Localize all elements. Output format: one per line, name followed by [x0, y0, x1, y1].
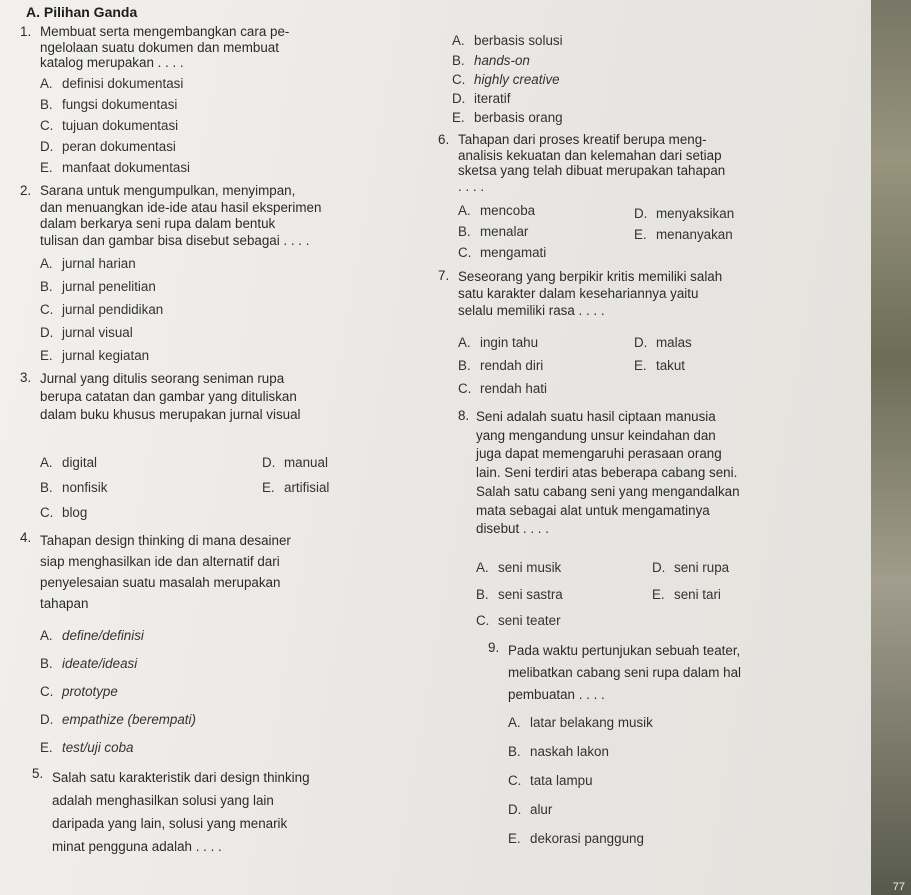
question-number: 9.: [488, 640, 500, 655]
option-4d[interactable]: D. empathize (berempati): [40, 712, 196, 727]
option-2b[interactable]: B. jurnal penelitian: [40, 279, 156, 294]
question-6: [438, 132, 790, 194]
option-4c[interactable]: C. prototype: [40, 684, 118, 699]
option-6a[interactable]: A. mencoba: [458, 203, 536, 218]
option-7a[interactable]: A. ingin tahu: [458, 335, 539, 350]
question-number: 6.: [438, 132, 450, 147]
question-5: [32, 766, 444, 858]
question-8: [458, 408, 794, 539]
question-stem: Tahapan design thinking di mana desainer siap menghasilkan ide dan alternatif dari penyelesaian suatu masalah merupakan tahapan: [40, 533, 291, 611]
question-stem: Membuat serta mengembangkan cara pe- ngelolaan suatu dokumen dan membuat katalog merupakan . . . .: [40, 24, 290, 71]
option-4b[interactable]: B. ideate/ideasi: [40, 656, 138, 671]
question-stem: Seni adalah suatu hasil ciptaan manusia yang mengandung unsur keindahan dan juga dapat memengaruhi perasaan orang lain. Seni terdiri atas beberapa cabang seni. Salah satu cabang seni yang mengandalkan mata sebagai alat untuk mengamatinya disebut . . . .: [476, 409, 740, 537]
option-2a[interactable]: A. jurnal harian: [40, 256, 136, 271]
option-1d[interactable]: D. peran dokumentasi: [40, 139, 176, 154]
question-3: [20, 370, 424, 424]
section-title: A. Pilihan Ganda: [26, 4, 138, 20]
question-number: 3.: [20, 370, 32, 385]
question-9: [488, 640, 848, 706]
option-7c[interactable]: C. rendah hati: [458, 381, 548, 396]
option-5c[interactable]: C. highly creative: [452, 72, 560, 87]
option-7e[interactable]: E. takut: [634, 358, 686, 373]
option-5d[interactable]: D. iteratif: [452, 91, 511, 106]
option-6c[interactable]: C. mengamati: [458, 245, 547, 260]
option-2c[interactable]: C. jurnal pendidikan: [40, 302, 164, 317]
option-1a[interactable]: A. definisi dokumentasi: [40, 76, 184, 91]
option-3a[interactable]: A. digital: [40, 455, 97, 470]
option-9d[interactable]: D. alur: [508, 802, 553, 817]
question-7: [438, 268, 790, 319]
option-3d[interactable]: D. manual: [262, 455, 328, 470]
option-4e[interactable]: E. test/uji coba: [40, 740, 134, 755]
page-number: 77: [892, 881, 905, 893]
option-7b[interactable]: B. rendah diri: [458, 358, 544, 373]
background-edge: [871, 0, 911, 895]
question-number: 8.: [458, 408, 470, 423]
question-2: [20, 183, 412, 249]
question-number: 2.: [20, 183, 32, 198]
option-6e[interactable]: E. menanyakan: [634, 227, 733, 242]
option-2e[interactable]: E. jurnal kegiatan: [40, 348, 150, 363]
question-stem: Jurnal yang ditulis seorang seniman rupa berupa catatan dan gambar yang dituliskan dalam buku khusus merupakan jurnal visual: [40, 371, 301, 422]
option-5a[interactable]: A. berbasis solusi: [452, 33, 563, 48]
option-2d[interactable]: D. jurnal visual: [40, 325, 133, 340]
option-5e[interactable]: E. berbasis orang: [452, 110, 563, 125]
question-stem: Sarana untuk mengumpulkan, menyimpan, dan menuangkan ide-ide atau hasil eksperimen dalam berkarya seni rupa dalam bentuk tulisan dan gambar bisa disebut sebagai . . . .: [40, 183, 322, 248]
option-6d[interactable]: D. menyaksikan: [634, 206, 735, 221]
question-number: 7.: [438, 268, 450, 283]
option-9a[interactable]: A. latar belakang musik: [508, 715, 653, 730]
question-stem: Pada waktu pertunjukan sebuah teater, melibatkan cabang seni rupa dalam hal pembuatan . . . .: [508, 643, 741, 702]
option-4a[interactable]: A. define/definisi: [40, 628, 144, 643]
question-number: 4.: [20, 530, 32, 545]
option-6b[interactable]: B. menalar: [458, 224, 529, 239]
question-1: [20, 24, 395, 71]
question-number: 5.: [32, 766, 44, 781]
option-8c[interactable]: C. seni teater: [476, 613, 561, 628]
question-stem: Salah satu karakteristik dari design thinking adalah menghasilkan solusi yang lain daripada yang lain, solusi yang menarik minat pengguna adalah . . . .: [52, 770, 310, 854]
option-1b[interactable]: B. fungsi dokumentasi: [40, 97, 178, 112]
question-4: [20, 530, 432, 614]
question-stem: Tahapan dari proses kreatif berupa meng- analisis kekuatan dan kelemahan dari setiap sketsa yang telah dibuat merupakan tahapan . . . .: [458, 132, 726, 194]
option-7d[interactable]: D. malas: [634, 335, 692, 350]
option-9e[interactable]: E. dekorasi panggung: [508, 831, 644, 846]
option-3e[interactable]: E. artifisial: [262, 480, 330, 495]
question-stem: Seseorang yang berpikir kritis memiliki salah satu karakter dalam kesehariannya yaitu selalu memiliki rasa . . . .: [458, 269, 723, 318]
option-8d[interactable]: D. seni rupa: [652, 560, 730, 575]
option-1e[interactable]: E. manfaat dokumentasi: [40, 160, 191, 175]
option-5b[interactable]: B. hands-on: [452, 53, 530, 68]
option-9b[interactable]: B. naskah lakon: [508, 744, 609, 759]
option-8e[interactable]: E. seni tari: [652, 587, 721, 602]
option-8a[interactable]: A. seni musik: [476, 560, 562, 575]
option-1c[interactable]: C. tujuan dokumentasi: [40, 118, 179, 133]
option-9c[interactable]: C. tata lampu: [508, 773, 593, 788]
option-8b[interactable]: B. seni sastra: [476, 587, 563, 602]
option-3b[interactable]: B. nonfisik: [40, 480, 108, 495]
question-number: 1.: [20, 24, 32, 39]
option-3c[interactable]: C. blog: [40, 505, 88, 520]
